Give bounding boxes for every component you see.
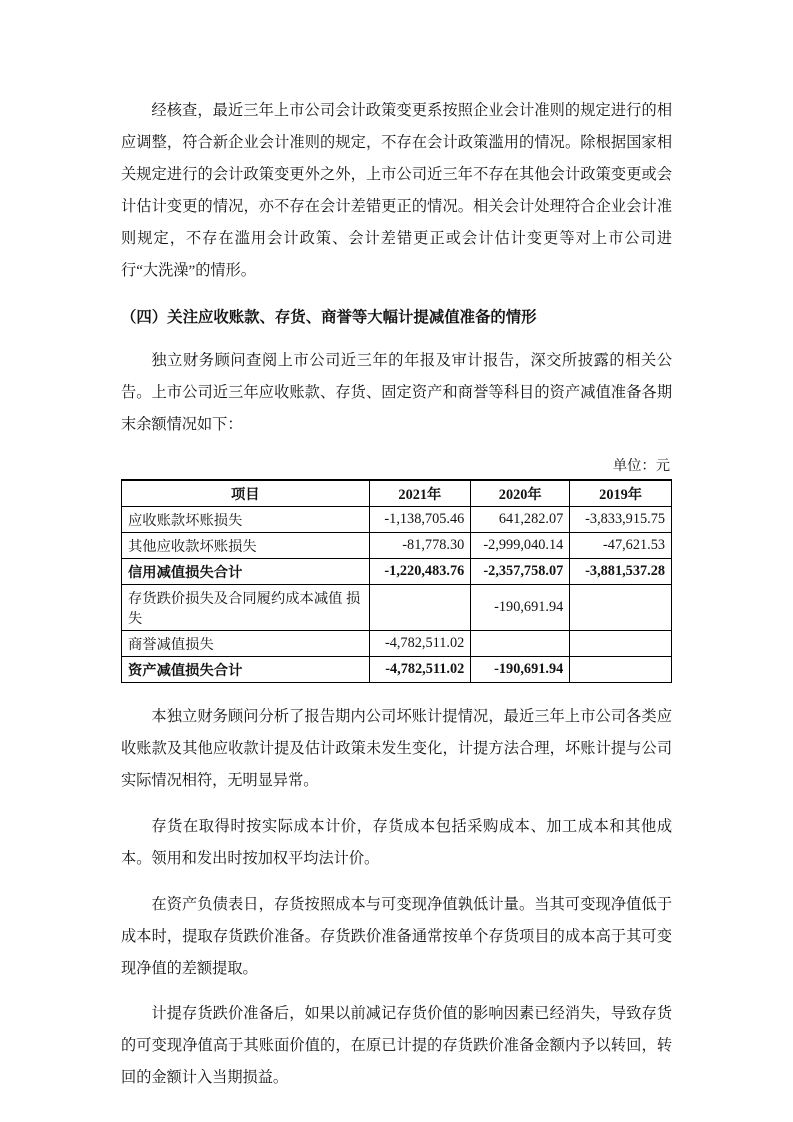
table-row — [122, 507, 672, 533]
paragraph-inventory-cost: 存货在取得时按实际成本计价，存货成本包括采购成本、加工成本和其他成本。领用和发出时按加权平均法计价。 — [121, 817, 672, 867]
paragraph-inventory-measurement: 在资产负债表日，存货按照成本与可变现净值孰低计量。当其可变现净值低于成本时，提取存货跌价准备。存货跌价准备通常按单个存货项目的成本高于其可变现净值的差额提取。 — [121, 895, 672, 977]
table-cell-2021: -1,220,483.76 — [369, 559, 471, 585]
table-cell-2021: -4,782,511.02 — [369, 631, 471, 657]
table-row — [122, 631, 672, 657]
impairment-table — [121, 479, 672, 683]
table-cell-2020: -2,357,758.07 — [471, 559, 570, 585]
table-cell-item: 信用减值损失合计 — [122, 559, 370, 585]
table-cell-2021: -4,782,511.02 — [369, 657, 471, 683]
table-cell-2019: -3,881,537.28 — [570, 559, 672, 585]
table-cell-2020 — [471, 631, 570, 657]
table-cell-2019 — [570, 585, 672, 631]
table-cell-2020: -190,691.94 — [471, 585, 570, 631]
table-cell-item: 应收账款坏账损失 — [122, 507, 370, 533]
section-heading: （四）关注应收账款、存货、商誉等大幅计提减值准备的情形 — [121, 308, 537, 326]
table-row — [122, 533, 672, 559]
table-cell-2020: -2,999,040.14 — [471, 533, 570, 559]
paragraph-advisor-review: 独立财务顾问查阅上市公司近三年的年报及审计报告，深交所披露的相关公告。上市公司近三年应收账款、存货、固定资产和商誉等科目的资产减值准备各期末余额情况如下： — [121, 352, 672, 434]
table-cell-2021: -81,778.30 — [369, 533, 471, 559]
table-cell-item: 其他应收款坏账损失 — [122, 533, 370, 559]
table-cell-2020: -190,691.94 — [471, 657, 570, 683]
unit-label: 单位：元 — [612, 458, 670, 475]
table-row-subtotal-asset — [122, 657, 672, 683]
table-cell-2019 — [570, 631, 672, 657]
table-cell-item: 商誉减值损失 — [122, 631, 370, 657]
table-header-row — [122, 480, 672, 507]
table-cell-2020: 641,282.07 — [471, 507, 570, 533]
table-header-item: 项目 — [122, 480, 370, 507]
table-header-2019: 2019年 — [570, 480, 672, 507]
table-row-subtotal-credit — [122, 559, 672, 585]
table-cell-2021 — [369, 585, 471, 631]
table-cell-2019: -3,833,915.75 — [570, 507, 672, 533]
paragraph-inventory-reversal: 计提存货跌价准备后，如果以前减记存货价值的影响因素已经消失，导致存货的可变现净值高于其账面价值的，在原已计提的存货跌价准备金额内予以转回，转回的金额计入当期损益。 — [121, 1005, 672, 1087]
document-page — [121, 0, 672, 1094]
table-header-2020: 2020年 — [471, 480, 570, 507]
table-cell-2019: -47,621.53 — [570, 533, 672, 559]
table-header-2021: 2021年 — [369, 480, 471, 507]
paragraph-accounting-policy-review: 经核查，最近三年上市公司会计政策变更系按照企业会计准则的规定进行的相应调整，符合新企业会计准则的规定，不存在会计政策滥用的情况。除根据国家相关规定进行的会计政策变更外之外，上市公司近三年不存在其他会计政策变更或会计估计变更的情况，亦不存在会计差错更正的情况。相关会计处理符合企业会计准则规定，不存在滥用会计政策、会计差错更正或会计估计变更等对上市公司进行“大洗澡”的情形。 — [121, 102, 672, 279]
paragraph-baddebt-analysis: 本独立财务顾问分析了报告期内公司坏账计提情况，最近三年上市公司各类应收账款及其他应收款计提及估计政策未发生变化，计提方法合理，坏账计提与公司实际情况相符，无明显异常。 — [121, 708, 672, 789]
table-cell-item: 存货跌价损失及合同履约成本减值 损失 — [122, 585, 370, 631]
table-row — [122, 585, 672, 631]
table-cell-item: 资产减值损失合计 — [122, 657, 370, 683]
table-cell-2019 — [570, 657, 672, 683]
table-cell-2021: -1,138,705.46 — [369, 507, 471, 533]
